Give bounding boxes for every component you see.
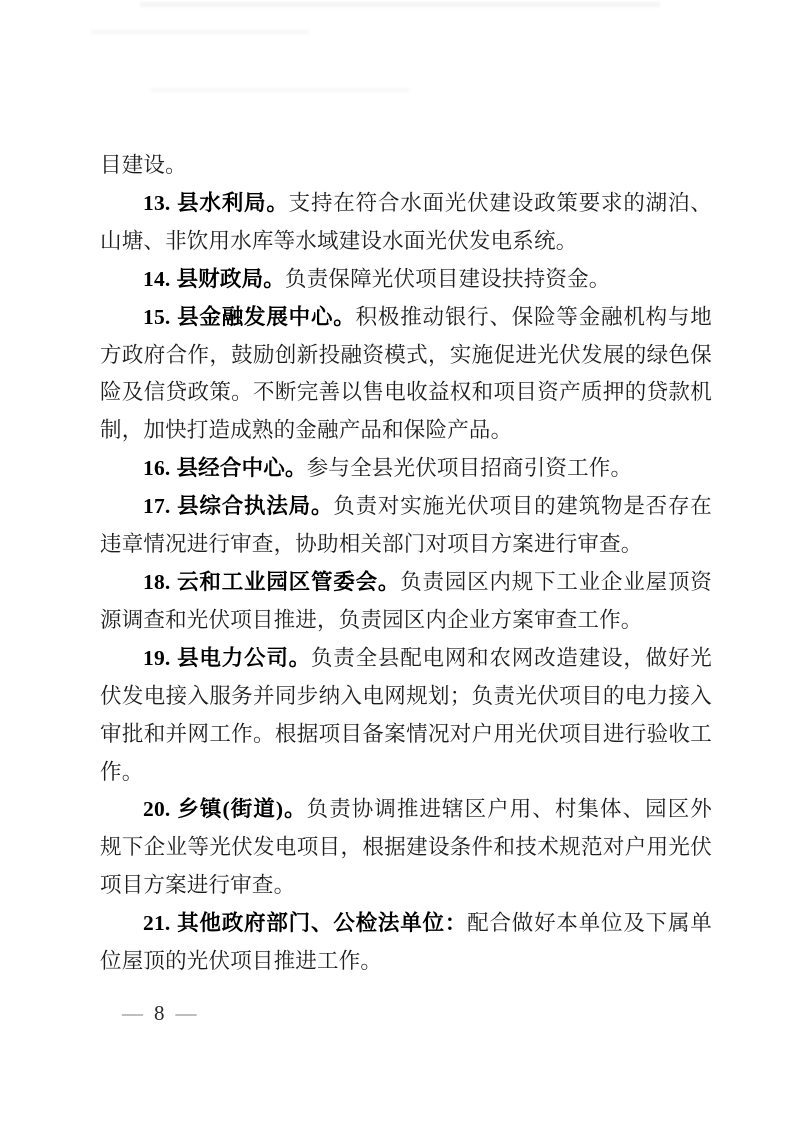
item-title: 县经合中心。 (176, 456, 307, 481)
item-number: 19. (143, 645, 171, 670)
item-paragraph-17 (100, 488, 712, 564)
item-title: 县电力公司。 (176, 645, 311, 670)
item-number: 16. (143, 456, 171, 481)
item-body: 支持在符合水面光伏建设政策要求的湖泊、山塘、非饮用水库等水域建设水面光伏发电系统。 (100, 190, 712, 253)
paragraph-fragment (100, 147, 712, 185)
item-body: 负责园区内规下工业企业屋顶资源调查和光伏项目推进，负责园区内企业方案审查工作。 (100, 569, 712, 632)
page-number: 8 (154, 1001, 165, 1025)
item-body: 负责对实施光伏项目的建筑物是否存在违章情况进行审查，协助相关部门对项目方案进行审查。 (100, 494, 713, 557)
item-paragraph-14 (100, 261, 712, 299)
scan-noise-artifact (90, 30, 310, 34)
item-number: 18. (143, 569, 171, 594)
item-body: 负责协调推进辖区户用、村集体、园区外规下企业等光伏发电项目，根据建设条件和技术规范对户用光伏项目方案进行审查。 (100, 797, 712, 898)
item-body: 参与全县光伏项目招商引资工作。 (306, 456, 633, 481)
item-title: 县财政局。 (176, 266, 285, 291)
item-number: 15. (143, 304, 171, 329)
item-number: 21. (143, 911, 171, 936)
item-body: 配合做好本单位及下属单位屋顶的光伏项目推进工作。 (100, 911, 712, 974)
footer-left-dash: — (122, 1001, 143, 1025)
item-title: 县水利局。 (176, 190, 289, 215)
item-number: 13. (143, 190, 171, 215)
item-body: 负责保障光伏项目建设扶持资金。 (285, 266, 611, 291)
item-title: 县金融发展中心。 (176, 304, 356, 329)
item-paragraph-15 (100, 299, 712, 451)
item-paragraph-19 (100, 640, 712, 792)
item-title: 乡镇(街道)。 (176, 797, 307, 822)
item-body: 积极推动银行、保险等金融机构与地方政府合作，鼓励创新投融资模式，实施促进光伏发展的绿色保险及信贷政策。不断完善以售电收益权和项目资产质押的贷款机制，加快打造成熟的金融产品和保险产品。 (100, 304, 713, 443)
item-number: 14. (143, 266, 171, 291)
item-paragraph-13 (100, 185, 712, 261)
scan-noise-artifact (150, 88, 410, 92)
page-footer (122, 1000, 197, 1026)
item-title: 县综合执法局。 (176, 494, 334, 519)
footer-right-dash: — (175, 1001, 197, 1025)
item-title: 其他政府部门、公检法单位： (176, 911, 468, 936)
item-title: 云和工业园区管委会。 (176, 569, 401, 594)
item-paragraph-18 (100, 564, 712, 640)
item-body: 负责全县配电网和农网改造建设，做好光伏发电接入服务并同步纳入电网规划；负责光伏项目的电力接入审批和并网工作。根据项目备案情况对户用光伏项目进行验收工作。 (100, 645, 713, 784)
item-number: 17. (143, 494, 171, 519)
fragment-text: 目建设。 (100, 153, 187, 177)
item-paragraph-16 (100, 450, 712, 488)
scan-noise-artifact (140, 2, 660, 7)
item-number: 20. (143, 797, 171, 822)
item-paragraph-20 (100, 791, 712, 905)
item-paragraph-21 (100, 905, 712, 981)
document-body (100, 147, 712, 981)
